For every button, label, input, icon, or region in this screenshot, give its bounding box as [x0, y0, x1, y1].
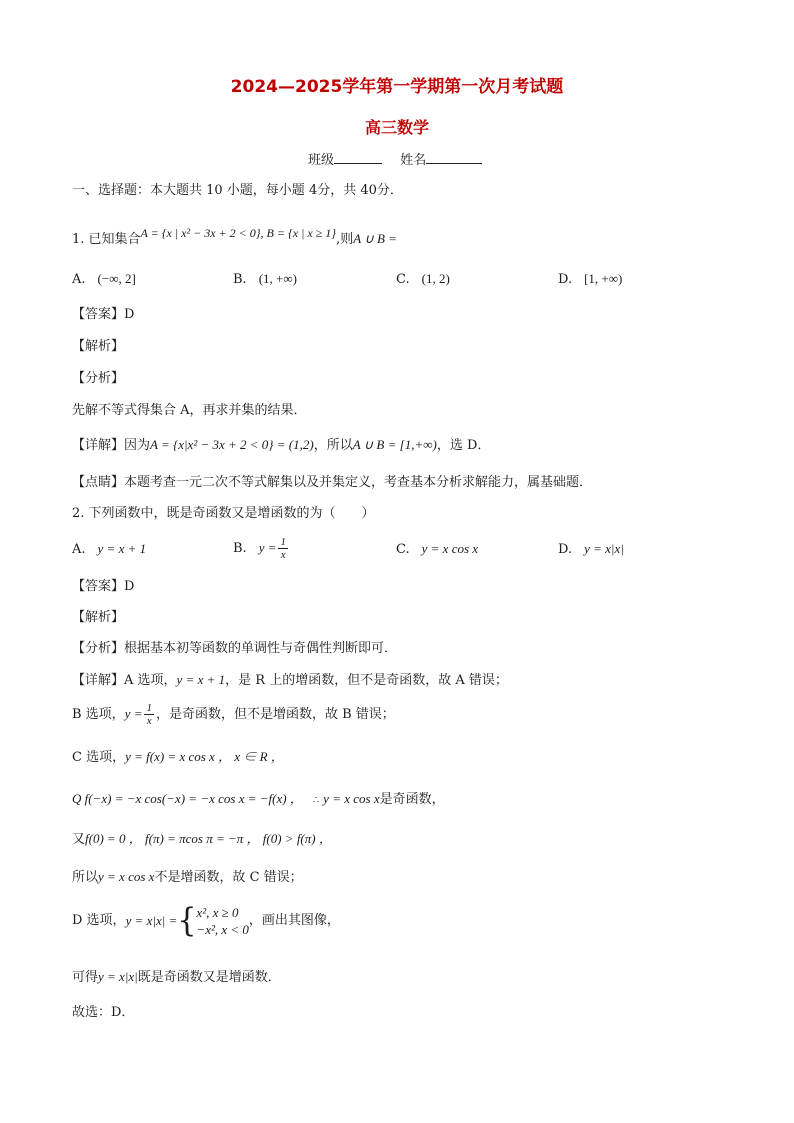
q1-option-b[interactable]: [233, 270, 297, 289]
left-brace-icon: {: [177, 901, 197, 940]
exam-title: 2024—2025学年第一学期第一次月考试题: [230, 77, 564, 97]
fraction-denominator: x: [146, 715, 152, 727]
q2-final: 故选：D．: [72, 1005, 135, 1020]
option-letter: A.: [72, 272, 86, 287]
line-prefix: 所以: [72, 870, 99, 885]
comment-text: 本题考查一元二次不等式解集以及并集定义，考查基本分析求解能力，属基础题．: [124, 475, 593, 490]
answer-value: D: [124, 307, 135, 322]
line-math: y = x cos x: [323, 791, 380, 806]
q2-fenxi: [72, 640, 397, 658]
line-prefix: 又: [72, 832, 86, 847]
q2-detail-a: [72, 671, 508, 690]
q1-answer: [72, 306, 134, 324]
detail-label: 【详解】: [72, 438, 125, 453]
q2-option-c[interactable]: [396, 540, 478, 559]
detail-union: A ∪ B = [1,+∞): [352, 437, 437, 452]
line-suffix: 是奇函数，: [379, 792, 445, 807]
q1-option-d[interactable]: [558, 270, 622, 289]
option-letter: D.: [558, 272, 573, 287]
q2-detail-c2: [72, 790, 445, 810]
q1-option-a[interactable]: [72, 270, 136, 289]
option-letter: C.: [396, 542, 410, 557]
class-label: 班级: [308, 153, 335, 168]
q1-stem-suffix: ,则: [336, 232, 354, 247]
q1-comment: [72, 474, 592, 492]
option-text: [1, +∞): [584, 271, 623, 286]
fenxi-text: 根据基本初等函数的单调性与奇偶性判断即可．: [124, 641, 398, 656]
q2-option-d[interactable]: [558, 540, 624, 559]
fenxi-label: 【分析】: [72, 641, 125, 656]
q1-stem: [72, 226, 397, 249]
answer-label: 【答案】: [72, 579, 125, 594]
line-math: y = x cos x: [98, 869, 155, 884]
comment-label: 【点睛】: [72, 475, 125, 490]
q2-detail-c4: [72, 868, 303, 887]
q1-ask: A ∪ B =: [353, 231, 397, 246]
q2-option-a[interactable]: [72, 540, 146, 559]
line-math: y = x + 1: [176, 672, 226, 687]
option-text: y = x cos x: [421, 541, 479, 556]
line-suffix: ，是 R 上的增函数，但不是奇函数，故 A 错误；: [225, 673, 508, 688]
piecewise-cases: [196, 904, 248, 938]
q2-stem: 2. 下列函数中，既是奇函数又是增函数的为（ ）: [72, 506, 375, 521]
case-1: x², x ≥ 0: [196, 905, 239, 920]
option-text: y = x|x|: [584, 541, 624, 556]
student-info-line: [308, 150, 482, 170]
section-heading: 一、选择题：本大题共 10 小题，每小题 4分，共 40分．: [72, 183, 403, 198]
exam-subtitle: 高三数学: [364, 118, 429, 137]
detail-end: ，选 D．: [436, 438, 491, 453]
fraction-1-over-x: [278, 536, 288, 561]
option-letter: D.: [558, 542, 573, 557]
class-blank[interactable]: [334, 150, 382, 164]
line-math: y = x|x| =: [125, 913, 178, 928]
answer-value: D: [124, 579, 135, 594]
name-label: 姓名: [400, 153, 427, 168]
name-blank[interactable]: [426, 150, 482, 164]
q2-answer: [72, 578, 134, 596]
line-prefix: D 选项，: [72, 913, 126, 928]
option-text: y = x + 1: [97, 541, 147, 556]
line-math: f(0) = 0 ， f(π) = πcos π = −π ， f(0) > f(π) ，: [85, 831, 332, 846]
answer-label: 【答案】: [72, 307, 125, 322]
q1-fenxi: 先解不等式得集合 A，再求并集的结果．: [72, 403, 307, 418]
line-suffix: ，是奇函数，但不是增函数，故 B 错误；: [155, 707, 395, 722]
line-suffix: 既是奇函数又是增函数．: [137, 970, 281, 985]
line-prefix: B 选项，: [72, 707, 125, 722]
q2-detail-b: [72, 702, 395, 727]
q1-set-definition: A = {x | x² − 3x + 2 < 0}, B = {x | x ≥ 1}: [140, 226, 337, 240]
q1-option-c[interactable]: [396, 270, 450, 289]
q2-analysis-label: 【解析】: [72, 610, 125, 625]
q2-conclusion: [72, 968, 281, 987]
fraction-numerator: 1: [146, 702, 152, 714]
option-letter: C.: [396, 272, 410, 287]
option-letter: B.: [233, 272, 247, 287]
line-suffix: 不是增函数，故 C 错误；: [154, 870, 303, 885]
option-text: (1, +∞): [258, 271, 297, 286]
line-math: y =: [124, 706, 143, 721]
detail-set: A = {x|x² − 3x + 2 < 0} = (1,2): [150, 437, 314, 452]
option-text: y =: [258, 540, 277, 555]
option-text: (1, 2): [421, 271, 450, 286]
line-suffix: ，画出其图像，: [248, 913, 340, 928]
option-letter: B.: [233, 541, 247, 556]
line-prefix: C 选项，: [72, 750, 126, 765]
case-2: −x², x < 0: [196, 922, 249, 937]
line-math: y = f(x) = x cos x ， x ∈ R ，: [125, 749, 284, 764]
line-prefix: A 选项，: [124, 673, 177, 688]
q1-detail: [72, 436, 490, 455]
line-math: Q f(−x) = −x cos(−x) = −x cos x = −f(x) ，: [72, 791, 303, 806]
fraction-denominator: x: [280, 549, 286, 561]
q2-detail-c3: [72, 830, 332, 849]
q2-detail-c1: [72, 748, 284, 767]
option-letter: A.: [72, 542, 86, 557]
therefore-symbol: ∴: [312, 795, 320, 806]
q1-fenxi-label: 【分析】: [72, 371, 125, 386]
line-prefix: 可得: [72, 970, 99, 985]
fraction-numerator: 1: [280, 536, 286, 548]
fraction-1-over-x: [144, 702, 154, 727]
q1-stem-prefix: 1. 已知集合: [72, 232, 141, 247]
detail-pre: 因为: [124, 438, 151, 453]
q2-detail-d: [72, 901, 340, 940]
line-math: y = x|x|: [98, 969, 138, 984]
q2-option-b[interactable]: [233, 536, 290, 561]
detail-label: 【详解】: [72, 673, 125, 688]
option-text: (−∞, 2]: [97, 271, 136, 286]
detail-mid: ，所以: [313, 438, 353, 453]
q1-analysis-label: 【解析】: [72, 339, 125, 354]
